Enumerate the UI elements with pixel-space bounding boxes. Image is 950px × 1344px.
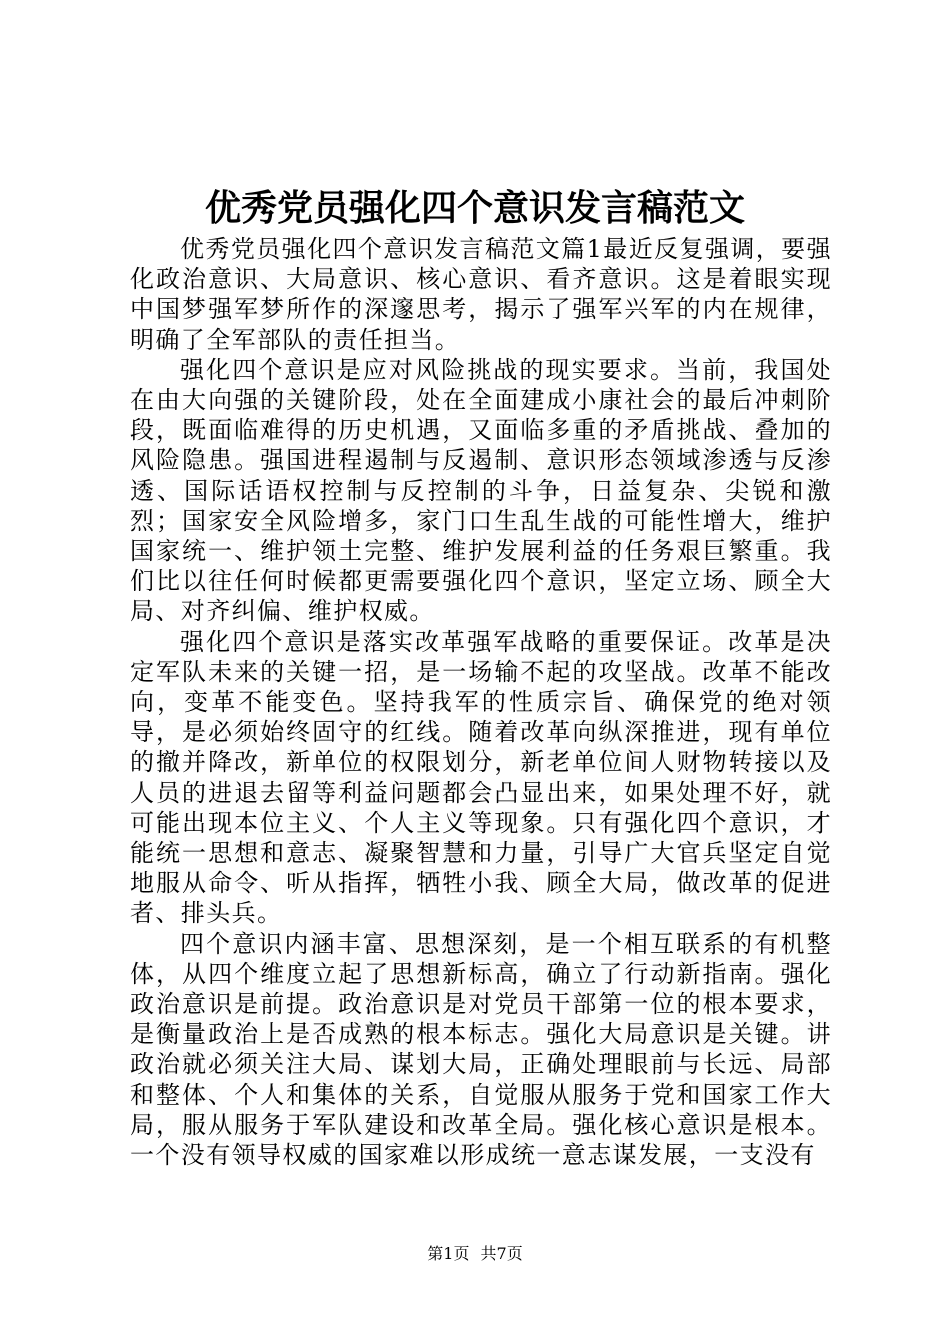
document-title: 优秀党员强化四个意识发言稿范文 <box>204 187 745 229</box>
page-total: 共7页 <box>480 1244 523 1263</box>
page-footer <box>0 1243 950 1265</box>
paragraph-2: 强化四个意识是应对风险挑战的现实要求。当前，我国处在由大向强的关键阶段，处在全面建成小康社会的最后冲刺阶段，既面临难得的历史机遇，又面临多重的矛盾挑战、叠加的风险隐患。强国进程遏制与反遏制、意识形态领域渗透与反渗透、国际话语权控制与反控制的斗争，日益复杂、尖锐和激烈；国家安全风险增多，家门口生乱生战的可能性增大，维护国家统一、维护领土完整、维护发展利益的任务艰巨繁重。我们比以往任何时候都更需要强化四个意识，坚定立场、顾全大局、对齐纠偏、维护权威。 <box>130 355 832 626</box>
paragraph-3: 强化四个意识是落实改革强军战略的重要保证。改革是决定军队未来的关键一招，是一场输不起的攻坚战。改革不能改向，变革不能变色。坚持我军的性质宗旨、确保党的绝对领导，是必须始终固守的红线。随着改革向纵深推进，现有单位的撤并降改，新单位的权限划分，新老单位间人财物转接以及人员的进退去留等利益问题都会凸显出来，如果处理不好，就可能出现本位主义、个人主义等现象。只有强化四个意识，才能统一思想和意志、凝聚智慧和力量，引导广大官兵坚定自觉地服从命令、听从指挥，牺牲小我、顾全大局，做改革的促进者、排头兵。 <box>130 627 832 928</box>
paragraph-1: 优秀党员强化四个意识发言稿范文篇1最近反复强调，要强化政治意识、大局意识、核心意识、看齐意识。这是着眼实现中国梦强军梦所作的深邃思考，揭示了强军兴军的内在规律，明确了全军部队的责任担当。 <box>130 235 832 354</box>
document-body <box>130 234 832 1170</box>
paragraph-4: 四个意识内涵丰富、思想深刻，是一个相互联系的有机整体，从四个维度立起了思想新标高，确立了行动新指南。强化政治意识是前提。政治意识是对党员干部第一位的根本要求，是衡量政治上是否成熟的根本标志。强化大局意识是关键。讲政治就必须关注大局、谋划大局，正确处理眼前与长远、局部和整体、个人和集体的关系，自觉服从服务于党和国家工作大局，服从服务于军队建设和改革全局。强化核心意识是根本。一个没有领导权威的国家难以形成统一意志谋发展，一支没有 <box>130 929 832 1170</box>
page-number: 第1页 <box>427 1244 470 1263</box>
